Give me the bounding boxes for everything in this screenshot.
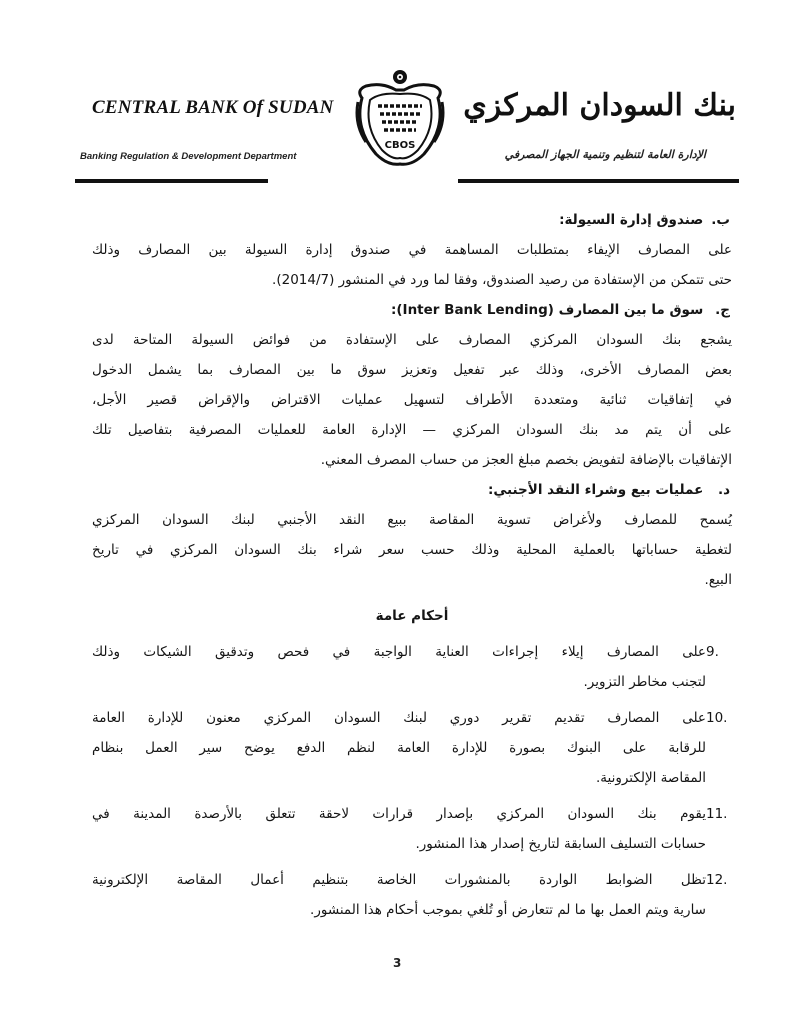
central-bank-seal-icon — [352, 68, 448, 168]
paragraph-line: الإتفاقيات بالإضافة لتفويض بخصم مبلغ العجز من حساب المصرف المعني. — [320, 452, 732, 468]
numbered-item-12 — [92, 865, 732, 925]
section-heading-c — [92, 295, 732, 325]
item-number: 12. — [706, 872, 728, 888]
letterhead — [0, 0, 802, 200]
item-first-line — [92, 637, 732, 667]
item-line: لتجنب مخاطر التزوير. — [583, 674, 706, 690]
paragraph-line: يشجع بنك السودان المركزي المصارف على الإستفادة من فوائض السيولة المتاحة لدى — [92, 332, 732, 348]
numbered-item-10 — [92, 703, 732, 793]
section-marker: ب. — [711, 212, 730, 228]
item-line: حسابات التسليف السابقة لتاريخ إصدار هذا المنشور. — [415, 836, 706, 852]
section-heading-d — [92, 475, 732, 505]
paragraph-line: على أن يتم مد بنك السودان المركزي — الإدارة العامة للعمليات المصرفية بتفاصيل تلك — [92, 422, 732, 438]
item-text: تظل الضوابط الواردة بالمنشورات الخاصة بتنظيم أعمال المقاصة الإلكترونية — [92, 872, 706, 888]
english-bank-name: CENTRAL BANK Of SUDAN — [92, 97, 334, 118]
item-number: 11. — [706, 806, 728, 822]
section-heading-text: صندوق إدارة السيولة: — [559, 212, 704, 228]
item-first-line — [92, 799, 732, 829]
item-first-line — [92, 865, 732, 895]
numbered-item-11 — [92, 799, 732, 859]
header-rule-left — [75, 179, 268, 183]
paragraph-line: في إتفاقيات ثنائية ومتعددة الأطراف لتسهيل عمليات الاقتراض والإقراض قصير الأجل، — [92, 392, 732, 408]
item-text: على المصارف تقديم تقرير دوري لبنك السودان المركزي معنون للإدارة العامة — [92, 710, 706, 726]
item-text: يقوم بنك السودان المركزي بإصدار قرارات لاحقة تتعلق بالأرصدة المدينة في — [92, 806, 706, 822]
section-heading-text: سوق ما بين المصارف (Inter Bank Lending): — [390, 302, 704, 318]
item-number: 9. — [706, 644, 719, 660]
section-marker: د. — [717, 482, 730, 498]
numbered-item-9 — [92, 637, 732, 697]
item-number: 10. — [706, 710, 728, 726]
document-body — [92, 205, 732, 925]
item-line: سارية ويتم العمل بها ما لم تتعارض أو تُلغي بموجب أحكام هذا المنشور. — [310, 902, 706, 918]
general-provisions-heading: أحكام عامة — [375, 608, 449, 624]
item-line: للرقابة على البنوك بصورة للإدارة العامة لنظم الدفع يوضح سير العمل بنظام — [92, 740, 706, 756]
item-text: على المصارف إيلاء إجراءات العناية الواجبة في فحص وتدقيق الشيكات وذلك — [92, 644, 706, 660]
page-number: 3 — [393, 956, 402, 970]
section-heading-text: عمليات بيع وشراء النقد الأجنبي: — [487, 482, 704, 498]
arabic-department-name: الإدارة العامة لتنظيم وتنمية الجهاز المصرفي — [504, 148, 706, 161]
paragraph-line: بعض المصارف الأخرى، وذلك عبر تفعيل وتعزيز سوق ما بين المصارف بما يشمل الدخول — [92, 362, 732, 378]
seal-text: CBOS — [384, 140, 416, 151]
arabic-bank-name: بنك السودان المركزي — [463, 88, 736, 123]
paragraph-line: يُسمح للمصارف ولأغراض تسوية المقاصة ببيع النقد الأجنبي لبنك السودان المركزي — [92, 512, 732, 528]
paragraph-line: البيع. — [704, 572, 732, 588]
header-rule-right — [458, 179, 739, 183]
item-line: المقاصة الإلكترونية. — [595, 770, 706, 786]
english-department-name: Banking Regulation & Development Department — [80, 151, 297, 162]
paragraph-line: حتى تتمكن من الإستفادة من رصيد الصندوق، وفقا لما ورد في المنشور (2014/7). — [272, 272, 732, 288]
item-first-line — [92, 703, 732, 733]
paragraph-line: على المصارف الإيفاء بمتطلبات المساهمة في صندوق إدارة السيولة بين المصارف وذلك — [92, 242, 732, 258]
paragraph-line: لتغطية حساباتها بالعملية المحلية وذلك حسب سعر شراء بنك السودان المركزي في تاريخ — [92, 542, 732, 558]
section-heading-b — [92, 205, 732, 235]
section-marker: ج. — [715, 302, 730, 318]
